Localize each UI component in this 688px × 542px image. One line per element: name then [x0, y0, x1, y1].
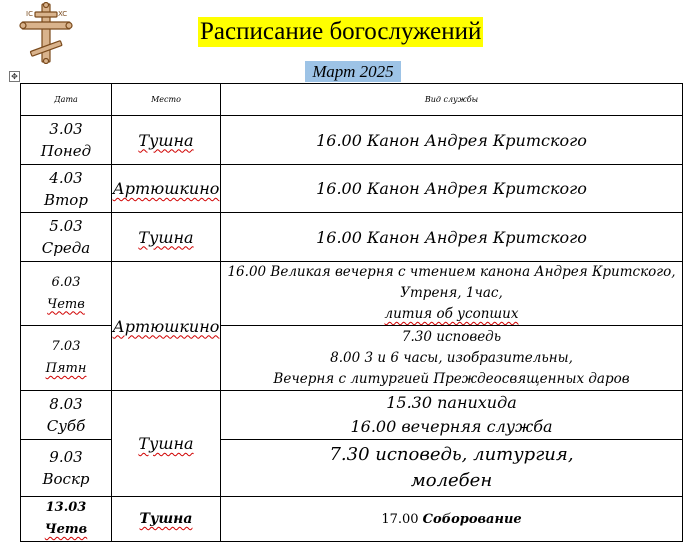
- page-title: Расписание богослужений: [200, 18, 482, 45]
- service-cell: [221, 262, 683, 326]
- service-cell: [221, 165, 683, 213]
- date-cell: [21, 497, 112, 542]
- place-cell: [112, 262, 221, 391]
- service-line: Утреня, 1час,: [400, 285, 503, 301]
- place-value: Артюшкино: [112, 179, 220, 198]
- table-row: [21, 497, 683, 542]
- weekday-value: Воскр: [42, 470, 90, 488]
- date-cell: [21, 391, 112, 440]
- date-value: 4.03: [49, 168, 83, 187]
- date-cell: [21, 116, 112, 165]
- weekday-value: Субб: [46, 417, 86, 435]
- service-time: 17.00: [381, 511, 419, 527]
- date-value: 3.03: [49, 120, 83, 138]
- place-cell: [112, 165, 221, 213]
- svg-text:XC: XC: [58, 10, 68, 18]
- date-cell: [21, 440, 112, 497]
- service-cell: [221, 326, 683, 391]
- date-cell: [21, 262, 112, 326]
- service-line: 7.30 исповедь, литургия,: [329, 444, 574, 465]
- weekday-value: Четв: [44, 522, 88, 537]
- column-header-service: Вид службы: [221, 84, 683, 116]
- column-header-date: Дата: [21, 84, 112, 116]
- service-line: 16.00 Канон Андрея Критского: [316, 179, 587, 198]
- date-value: 13.03: [45, 500, 87, 515]
- weekday-value: Пятн: [45, 361, 87, 376]
- place-value: Тушна: [139, 511, 193, 527]
- service-line: 16.00 Великая вечерня с чтением канона Андрея Критского,: [227, 264, 676, 280]
- svg-text:IC: IC: [26, 10, 33, 18]
- schedule-table: [20, 83, 683, 542]
- date-cell: [21, 213, 112, 262]
- service-line: 8.00 3 и 6 часы, изобразительны,: [330, 349, 573, 366]
- table-row: [21, 213, 683, 262]
- place-value: Артюшкино: [112, 316, 220, 336]
- table-move-handle-icon[interactable]: ✥: [9, 71, 20, 82]
- place-value: Тушна: [138, 434, 194, 453]
- service-line: Вечерня с литургией Преждеосвященных даров: [273, 370, 630, 387]
- table-row: [21, 116, 683, 165]
- place-value: Тушна: [138, 227, 194, 247]
- service-line: 16.00 Канон Андрея Критского: [316, 227, 587, 247]
- date-cell: [21, 165, 112, 213]
- column-header-place: Место: [112, 84, 221, 116]
- service-cell: [221, 391, 683, 440]
- place-cell: [112, 391, 221, 497]
- date-value: 6.03: [51, 274, 81, 290]
- date-value: 7.03: [51, 339, 81, 354]
- place-cell: [112, 116, 221, 165]
- orthodox-cross-icon: [18, 2, 74, 64]
- service-line: 15.30 панихида: [386, 393, 517, 412]
- service-cell: [221, 213, 683, 262]
- service-line: 16.00 Канон Андрея Критского: [316, 130, 587, 150]
- table-row: [21, 262, 683, 326]
- table-header-row: [21, 84, 683, 116]
- service-line: молебен: [410, 470, 493, 491]
- service-cell: [221, 440, 683, 497]
- month-label: Март 2025: [305, 61, 401, 82]
- table-row: [21, 165, 683, 213]
- date-value: 8.03: [49, 395, 83, 413]
- weekday-value: Четв: [47, 296, 85, 312]
- date-value: 5.03: [49, 217, 83, 235]
- weekday-value: Среда: [41, 239, 91, 257]
- date-value: 9.03: [49, 448, 83, 466]
- place-cell: [112, 213, 221, 262]
- table-row: [21, 391, 683, 440]
- place-value: Тушна: [138, 130, 194, 150]
- date-cell: [21, 326, 112, 391]
- place-cell: [112, 497, 221, 542]
- service-line: 7.30 исповедь: [401, 328, 502, 345]
- service-title: Соборование: [422, 511, 522, 527]
- service-line: лития об усопших: [384, 306, 519, 322]
- weekday-value: Втор: [44, 190, 88, 209]
- service-cell: [221, 497, 683, 542]
- service-cell: [221, 116, 683, 165]
- service-line: 16.00 вечерняя служба: [350, 417, 553, 436]
- weekday-value: Понед: [40, 142, 92, 160]
